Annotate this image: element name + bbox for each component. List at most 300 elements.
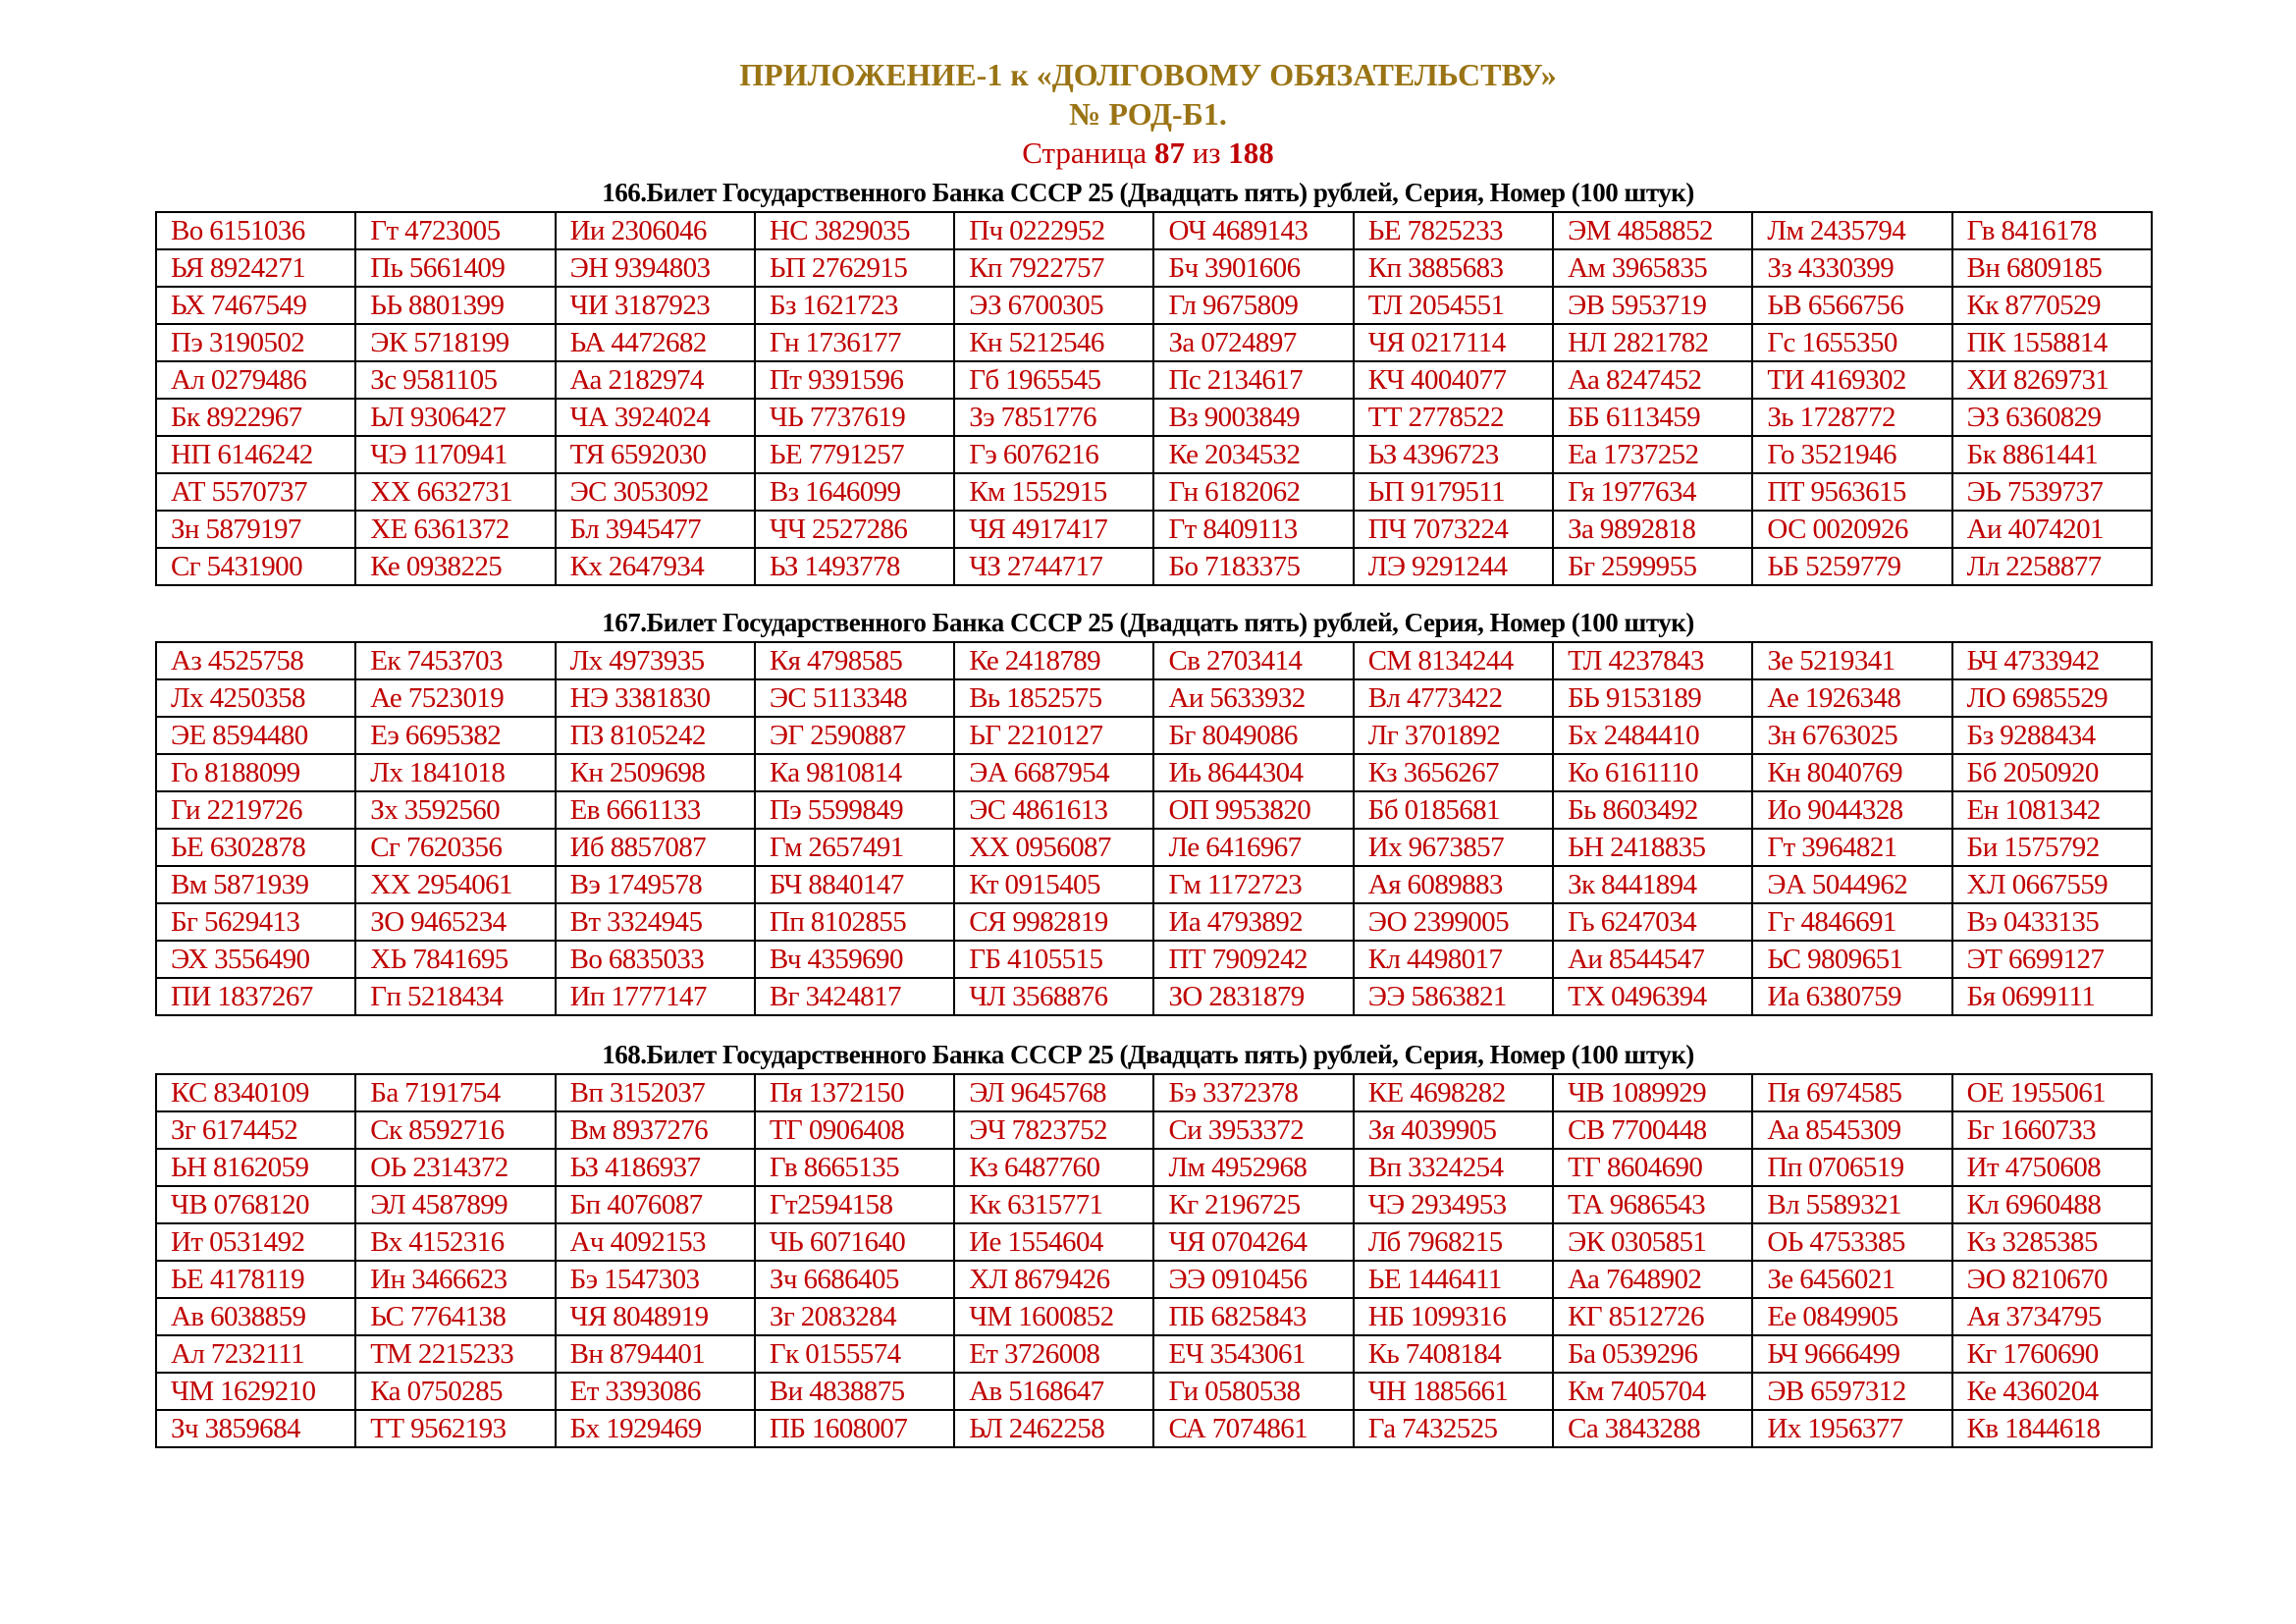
- bill-serial-cell: НЭ 3381830: [556, 679, 755, 717]
- bill-serial-cell: КГ 8512726: [1553, 1298, 1752, 1335]
- bill-table: [155, 641, 2153, 1016]
- bill-serial-cell: Зч 3859684: [156, 1410, 355, 1447]
- bill-serial-cell: За 9892818: [1553, 511, 1752, 548]
- bill-table: [155, 1073, 2153, 1448]
- bill-serial-cell: Гв 8416178: [1952, 212, 2152, 249]
- bill-table: [155, 211, 2153, 586]
- bill-serial-cell: Ка 9810814: [755, 754, 954, 791]
- bill-serial-cell: Ги 2219726: [156, 791, 355, 829]
- bill-serial-cell: Гб 1965545: [954, 361, 1153, 399]
- bill-serial-cell: ЭЕ 8594480: [156, 717, 355, 754]
- table-row: [156, 287, 2152, 324]
- bill-serial-cell: Бч 3901606: [1153, 249, 1353, 287]
- bill-serial-cell: ГБ 4105515: [954, 941, 1153, 978]
- bill-serial-cell: Аа 7648902: [1553, 1261, 1752, 1298]
- bill-serial-cell: Гг 4846691: [1752, 903, 1951, 941]
- bill-serial-cell: ЬЛ 2462258: [954, 1410, 1153, 1447]
- bill-serial-cell: ЭА 5044962: [1752, 866, 1951, 903]
- bill-serial-cell: Гв 8665135: [755, 1149, 954, 1186]
- table-row: [156, 1186, 2152, 1223]
- bill-serial-cell: Вл 4773422: [1354, 679, 1553, 717]
- table-row: [156, 1223, 2152, 1261]
- table-row: [156, 324, 2152, 361]
- bill-serial-cell: Гэ 6076216: [954, 436, 1153, 473]
- bill-serial-cell: КС 8340109: [156, 1074, 355, 1111]
- bill-serial-cell: ХЛ 0667559: [1952, 866, 2152, 903]
- bill-serial-cell: Бз 9288434: [1952, 717, 2152, 754]
- bill-serial-cell: ЬЕ 6302878: [156, 829, 355, 866]
- table-row: [156, 866, 2152, 903]
- bill-serial-cell: Их 9673857: [1354, 829, 1553, 866]
- bill-serial-cell: ЭЛ 4587899: [355, 1186, 555, 1223]
- bill-serial-cell: Зь 1728772: [1752, 399, 1951, 436]
- bill-serial-cell: Вг 3424817: [755, 978, 954, 1015]
- table-row: [156, 1111, 2152, 1149]
- bill-serial-cell: ТИ 4169302: [1752, 361, 1951, 399]
- document-number: № РОД-Б1.: [1069, 96, 1227, 132]
- bill-serial-cell: Их 1956377: [1752, 1410, 1951, 1447]
- bill-serial-cell: Св 2703414: [1153, 642, 1353, 679]
- table-row: [156, 1074, 2152, 1111]
- page-indicator: [0, 135, 2296, 171]
- bill-serial-cell: ЬЯ 8924271: [156, 249, 355, 287]
- section-caption: 166.Билет Государственного Банка СССР 25 (Двадцать пять) рублей, Серия, Номер (100 штук): [602, 178, 1694, 207]
- bill-serial-cell: ЧЧ 2527286: [755, 511, 954, 548]
- bill-serial-cell: ЬЗ 4186937: [556, 1149, 755, 1186]
- bill-serial-cell: Пс 2134617: [1153, 361, 1353, 399]
- bill-serial-cell: Бб 0185681: [1354, 791, 1553, 829]
- bill-serial-cell: ЧВ 1089929: [1553, 1074, 1752, 1111]
- bill-serial-cell: Бз 1621723: [755, 287, 954, 324]
- page-total: 188: [1228, 135, 1274, 170]
- bill-serial-cell: Ит 0531492: [156, 1223, 355, 1261]
- bill-serial-cell: ОП 9953820: [1153, 791, 1353, 829]
- bill-serial-cell: ЭА 6687954: [954, 754, 1153, 791]
- bill-serial-cell: ЭС 3053092: [556, 473, 755, 511]
- bill-serial-cell: Иб 8857087: [556, 829, 755, 866]
- bill-serial-cell: Кг 2196725: [1153, 1186, 1353, 1223]
- bill-serial-cell: Аи 4074201: [1952, 511, 2152, 548]
- page-current: 87: [1153, 135, 1185, 170]
- bill-serial-cell: Бб 2050920: [1952, 754, 2152, 791]
- bill-serial-cell: ПТ 9563615: [1752, 473, 1951, 511]
- bill-serial-cell: Лх 1841018: [355, 754, 555, 791]
- bill-serial-cell: Ая 6089883: [1354, 866, 1553, 903]
- bill-serial-cell: Гт2594158: [755, 1186, 954, 1223]
- bill-serial-cell: Зг 2083284: [755, 1298, 954, 1335]
- bill-serial-cell: СВ 7700448: [1553, 1111, 1752, 1149]
- bill-serial-cell: ЭЛ 9645768: [954, 1074, 1153, 1111]
- bill-serial-cell: Лх 4250358: [156, 679, 355, 717]
- bill-serial-cell: Бя 0699111: [1952, 978, 2152, 1015]
- bill-serial-cell: Ле 6416967: [1153, 829, 1353, 866]
- bill-serial-cell: ПК 1558814: [1952, 324, 2152, 361]
- bill-serial-cell: Ая 3734795: [1952, 1298, 2152, 1335]
- bill-serial-cell: Пя 6974585: [1752, 1074, 1951, 1111]
- bill-serial-cell: ЭК 0305851: [1553, 1223, 1752, 1261]
- bill-serial-cell: ЬЗ 4396723: [1354, 436, 1553, 473]
- bill-serial-cell: ОЬ 2314372: [355, 1149, 555, 1186]
- bill-serial-cell: ОЕ 1955061: [1952, 1074, 2152, 1111]
- bill-serial-cell: Ги 0580538: [1153, 1373, 1353, 1410]
- bill-serial-cell: Зк 8441894: [1553, 866, 1752, 903]
- bill-serial-cell: Ач 4092153: [556, 1223, 755, 1261]
- bill-serial-cell: ЬЕ 4178119: [156, 1261, 355, 1298]
- table-row: [156, 1373, 2152, 1410]
- bill-serial-cell: Ка 0750285: [355, 1373, 555, 1410]
- bill-serial-cell: ЭО 2399005: [1354, 903, 1553, 941]
- table-row: [156, 754, 2152, 791]
- bill-serial-cell: ТЛ 4237843: [1553, 642, 1752, 679]
- bill-serial-cell: Бг 1660733: [1952, 1111, 2152, 1149]
- bill-serial-cell: Гм 1172723: [1153, 866, 1353, 903]
- bill-serial-cell: Вч 4359690: [755, 941, 954, 978]
- bill-serial-cell: ЧН 1885661: [1354, 1373, 1553, 1410]
- table-row: [156, 1410, 2152, 1447]
- bill-serial-cell: Лм 4952968: [1153, 1149, 1353, 1186]
- bill-serial-cell: Ке 2418789: [954, 642, 1153, 679]
- bill-serial-cell: ТГ 8604690: [1553, 1149, 1752, 1186]
- bill-serial-cell: ЬХ 7467549: [156, 287, 355, 324]
- bill-serial-cell: Кн 5212546: [954, 324, 1153, 361]
- bill-serial-cell: ПБ 6825843: [1153, 1298, 1353, 1335]
- bill-serial-cell: ЬЕ 1446411: [1354, 1261, 1553, 1298]
- bill-serial-cell: ЭЭ 0910456: [1153, 1261, 1353, 1298]
- bill-serial-cell: ТТ 9562193: [355, 1410, 555, 1447]
- page-prefix: Страница: [1022, 135, 1154, 170]
- bill-serial-cell: Аа 8247452: [1553, 361, 1752, 399]
- bill-serial-cell: Ае 7523019: [355, 679, 555, 717]
- bill-serial-cell: ЭХ 3556490: [156, 941, 355, 978]
- bill-serial-cell: Кь 7408184: [1354, 1335, 1553, 1373]
- bill-serial-cell: ХХ 0956087: [954, 829, 1153, 866]
- bill-serial-cell: ЧЬ 6071640: [755, 1223, 954, 1261]
- bill-serial-cell: Вм 5871939: [156, 866, 355, 903]
- table-row: [156, 1149, 2152, 1186]
- bill-serial-cell: ЧЯ 4917417: [954, 511, 1153, 548]
- bill-serial-cell: Во 6151036: [156, 212, 355, 249]
- bill-serial-cell: Ко 6161110: [1553, 754, 1752, 791]
- bill-serial-cell: Бх 2484410: [1553, 717, 1752, 754]
- bill-serial-cell: Кз 3656267: [1354, 754, 1553, 791]
- bill-serial-cell: Вп 3152037: [556, 1074, 755, 1111]
- bill-serial-cell: ПЗ 8105242: [556, 717, 755, 754]
- bill-serial-cell: ТЛ 2054551: [1354, 287, 1553, 324]
- table-row: [156, 903, 2152, 941]
- bill-serial-cell: ЛЭ 9291244: [1354, 548, 1553, 585]
- table-row: [156, 978, 2152, 1015]
- bill-serial-cell: Ее 0849905: [1752, 1298, 1951, 1335]
- bill-serial-cell: Ио 9044328: [1752, 791, 1951, 829]
- bill-serial-cell: Зх 3592560: [355, 791, 555, 829]
- bill-serial-cell: ЧИ 3187923: [556, 287, 755, 324]
- table-row: [156, 212, 2152, 249]
- bill-serial-cell: АТ 5570737: [156, 473, 355, 511]
- bill-serial-cell: Зэ 7851776: [954, 399, 1153, 436]
- bill-serial-cell: ЭЬ 7539737: [1952, 473, 2152, 511]
- bill-serial-cell: ЧЬ 7737619: [755, 399, 954, 436]
- bill-serial-cell: НП 6146242: [156, 436, 355, 473]
- bill-serial-cell: Ке 2034532: [1153, 436, 1353, 473]
- bill-serial-cell: Ви 4838875: [755, 1373, 954, 1410]
- bill-serial-cell: Кк 6315771: [954, 1186, 1153, 1223]
- bill-serial-cell: ЬН 8162059: [156, 1149, 355, 1186]
- bill-serial-cell: Кз 3285385: [1952, 1223, 2152, 1261]
- table-row: [156, 642, 2152, 679]
- bill-serial-cell: Ев 6661133: [556, 791, 755, 829]
- bill-serial-cell: КЕ 4698282: [1354, 1074, 1553, 1111]
- bill-serial-cell: ЬЬ 8801399: [355, 287, 555, 324]
- bill-serial-cell: ХХ 2954061: [355, 866, 555, 903]
- table-row: [156, 829, 2152, 866]
- bill-serial-cell: Ба 0539296: [1553, 1335, 1752, 1373]
- bill-serial-cell: Гт 8409113: [1153, 511, 1353, 548]
- bill-serial-cell: Вл 5589321: [1752, 1186, 1951, 1223]
- bill-serial-cell: ЭЧ 7823752: [954, 1111, 1153, 1149]
- bill-serial-cell: Кт 0915405: [954, 866, 1153, 903]
- bill-serial-cell: ЭК 5718199: [355, 324, 555, 361]
- bill-serial-cell: ЧМ 1600852: [954, 1298, 1153, 1335]
- table-row: [156, 548, 2152, 585]
- bill-serial-cell: Вь 1852575: [954, 679, 1153, 717]
- bill-serial-cell: Ам 3965835: [1553, 249, 1752, 287]
- bill-serial-cell: Гь 6247034: [1553, 903, 1752, 941]
- table-row: [156, 1261, 2152, 1298]
- bill-serial-cell: Ал 0279486: [156, 361, 355, 399]
- bill-serial-cell: Пп 8102855: [755, 903, 954, 941]
- bill-serial-cell: ЗО 9465234: [355, 903, 555, 941]
- bill-serial-cell: Кн 2509698: [556, 754, 755, 791]
- bill-serial-cell: ЧА 3924024: [556, 399, 755, 436]
- bill-serial-cell: Иа 4793892: [1153, 903, 1353, 941]
- bill-serial-cell: ЬП 2762915: [755, 249, 954, 287]
- bill-serial-cell: Аи 5633932: [1153, 679, 1353, 717]
- bill-serial-cell: Ек 7453703: [355, 642, 555, 679]
- bill-serial-cell: ТА 9686543: [1553, 1186, 1752, 1223]
- bill-serial-cell: ЧЛ 3568876: [954, 978, 1153, 1015]
- bill-serial-cell: Ав 6038859: [156, 1298, 355, 1335]
- table-row: [156, 436, 2152, 473]
- bill-serial-cell: ЭГ 2590887: [755, 717, 954, 754]
- bill-serial-cell: ЬБ 5259779: [1752, 548, 1951, 585]
- table-row: [156, 249, 2152, 287]
- bill-serial-cell: Зз 4330399: [1752, 249, 1951, 287]
- bill-serial-cell: Ке 0938225: [355, 548, 555, 585]
- bill-serial-cell: Гк 0155574: [755, 1335, 954, 1373]
- bill-serial-cell: ОЧ 4689143: [1153, 212, 1353, 249]
- bill-serial-cell: Ет 3393086: [556, 1373, 755, 1410]
- bill-serial-cell: ЧЯ 0704264: [1153, 1223, 1353, 1261]
- bill-serial-cell: Аа 2182974: [556, 361, 755, 399]
- bill-serial-cell: БЧ 8840147: [755, 866, 954, 903]
- bill-serial-cell: Вз 9003849: [1153, 399, 1353, 436]
- bill-serial-cell: Зн 5879197: [156, 511, 355, 548]
- bill-serial-cell: ЬЧ 4733942: [1952, 642, 2152, 679]
- bill-serial-cell: Иь 8644304: [1153, 754, 1353, 791]
- bill-serial-cell: ПИ 1837267: [156, 978, 355, 1015]
- bill-serial-cell: ЧМ 1629210: [156, 1373, 355, 1410]
- bill-serial-cell: ХЕ 6361372: [355, 511, 555, 548]
- table-row: [156, 511, 2152, 548]
- bill-serial-cell: Вп 3324254: [1354, 1149, 1553, 1186]
- bill-serial-cell: ЭС 4861613: [954, 791, 1153, 829]
- bill-serial-cell: ТТ 2778522: [1354, 399, 1553, 436]
- bill-serial-cell: ЭЗ 6700305: [954, 287, 1153, 324]
- bill-serial-cell: Ие 1554604: [954, 1223, 1153, 1261]
- bill-serial-cell: Вэ 1749578: [556, 866, 755, 903]
- bill-serial-cell: Вэ 0433135: [1952, 903, 2152, 941]
- bill-serial-cell: ХЛ 8679426: [954, 1261, 1153, 1298]
- bill-serial-cell: НБ 1099316: [1354, 1298, 1553, 1335]
- bill-serial-cell: Кп 7922757: [954, 249, 1153, 287]
- bill-serial-cell: Зс 9581105: [355, 361, 555, 399]
- bill-serial-cell: Ен 1081342: [1952, 791, 2152, 829]
- bill-serial-cell: Вз 1646099: [755, 473, 954, 511]
- bill-serial-cell: ЭВ 5953719: [1553, 287, 1752, 324]
- table-row: [156, 717, 2152, 754]
- bill-serial-cell: ЬС 7764138: [355, 1298, 555, 1335]
- bill-serial-cell: Ав 5168647: [954, 1373, 1153, 1410]
- bill-serial-cell: Вх 4152316: [355, 1223, 555, 1261]
- bill-serial-cell: ЬН 2418835: [1553, 829, 1752, 866]
- bill-serial-cell: Гн 6182062: [1153, 473, 1353, 511]
- bill-serial-cell: Еэ 6695382: [355, 717, 555, 754]
- document-title: ПРИЛОЖЕНИЕ-1 к «ДОЛГОВОМУ ОБЯЗАТЕЛЬСТВУ»: [739, 57, 1557, 92]
- bill-serial-cell: СЯ 9982819: [954, 903, 1153, 941]
- bill-serial-cell: Бк 8861441: [1952, 436, 2152, 473]
- bill-serial-cell: Би 1575792: [1952, 829, 2152, 866]
- bill-serial-cell: Кк 8770529: [1952, 287, 2152, 324]
- bill-serial-cell: ЬГ 2210127: [954, 717, 1153, 754]
- bill-serial-cell: СА 7074861: [1153, 1410, 1353, 1447]
- bill-serial-cell: Км 7405704: [1553, 1373, 1752, 1410]
- bill-serial-cell: Зе 6456021: [1752, 1261, 1951, 1298]
- bill-serial-cell: ЭО 8210670: [1952, 1261, 2152, 1298]
- bill-serial-cell: Кг 1760690: [1952, 1335, 2152, 1373]
- bill-serial-cell: Бл 3945477: [556, 511, 755, 548]
- bill-serial-cell: Гн 1736177: [755, 324, 954, 361]
- bill-serial-cell: Кя 4798585: [755, 642, 954, 679]
- bill-serial-cell: Зч 6686405: [755, 1261, 954, 1298]
- bill-serial-cell: Кп 3885683: [1354, 249, 1553, 287]
- bill-serial-cell: Бк 8922967: [156, 399, 355, 436]
- bill-serial-cell: Ип 1777147: [556, 978, 755, 1015]
- bill-serial-cell: Кн 8040769: [1752, 754, 1951, 791]
- bill-serial-cell: Пч 0222952: [954, 212, 1153, 249]
- bill-serial-cell: ОС 0020926: [1752, 511, 1951, 548]
- bill-serial-cell: ЭЗ 6360829: [1952, 399, 2152, 436]
- bill-serial-cell: ХХ 6632731: [355, 473, 555, 511]
- bill-serial-cell: Во 6835033: [556, 941, 755, 978]
- bill-serial-cell: Гп 5218434: [355, 978, 555, 1015]
- bill-serial-cell: Зя 4039905: [1354, 1111, 1553, 1149]
- bill-serial-cell: ОЬ 4753385: [1752, 1223, 1951, 1261]
- bill-serial-cell: Ке 4360204: [1952, 1373, 2152, 1410]
- bill-serial-cell: БЬ 9153189: [1553, 679, 1752, 717]
- bill-serial-cell: ЭВ 6597312: [1752, 1373, 1951, 1410]
- bill-serial-cell: ЬП 9179511: [1354, 473, 1553, 511]
- bill-serial-cell: ТМ 2215233: [355, 1335, 555, 1373]
- table-row: [156, 679, 2152, 717]
- bill-serial-cell: СМ 8134244: [1354, 642, 1553, 679]
- bill-serial-cell: Зе 5219341: [1752, 642, 1951, 679]
- bill-serial-cell: ЗО 2831879: [1153, 978, 1353, 1015]
- table-row: [156, 473, 2152, 511]
- bill-serial-cell: Вн 8794401: [556, 1335, 755, 1373]
- bill-serial-cell: ЬЧ 9666499: [1752, 1335, 1951, 1373]
- bill-serial-cell: Бх 1929469: [556, 1410, 755, 1447]
- bill-serial-cell: ЬЕ 7791257: [755, 436, 954, 473]
- bill-serial-cell: ПБ 1608007: [755, 1410, 954, 1447]
- bill-serial-cell: Гт 4723005: [355, 212, 555, 249]
- bill-serial-cell: Го 8188099: [156, 754, 355, 791]
- bill-serial-cell: Вм 8937276: [556, 1111, 755, 1149]
- bill-serial-cell: Ии 2306046: [556, 212, 755, 249]
- bill-serial-cell: ХИ 8269731: [1952, 361, 2152, 399]
- bill-serial-cell: Вт 3324945: [556, 903, 755, 941]
- bill-serial-cell: Еа 1737252: [1553, 436, 1752, 473]
- bill-serial-cell: ТЯ 6592030: [556, 436, 755, 473]
- bill-serial-cell: Бг 5629413: [156, 903, 355, 941]
- bill-serial-cell: ЭН 9394803: [556, 249, 755, 287]
- table-row: [156, 941, 2152, 978]
- bill-serial-cell: Ае 1926348: [1752, 679, 1951, 717]
- bill-serial-cell: ЬЕ 7825233: [1354, 212, 1553, 249]
- bill-serial-cell: Км 1552915: [954, 473, 1153, 511]
- bill-serial-cell: Аи 8544547: [1553, 941, 1752, 978]
- bill-serial-cell: Кв 1844618: [1952, 1410, 2152, 1447]
- bill-serial-cell: Кх 2647934: [556, 548, 755, 585]
- bill-serial-cell: Го 3521946: [1752, 436, 1951, 473]
- bill-serial-cell: Зн 6763025: [1752, 717, 1951, 754]
- bill-serial-cell: Ет 3726008: [954, 1335, 1153, 1373]
- bill-serial-cell: ЬС 9809651: [1752, 941, 1951, 978]
- bill-serial-cell: Аз 4525758: [156, 642, 355, 679]
- bill-serial-cell: Пт 9391596: [755, 361, 954, 399]
- bill-serial-cell: ЭС 5113348: [755, 679, 954, 717]
- section-caption: 167.Билет Государственного Банка СССР 25 (Двадцать пять) рублей, Серия, Номер (100 штук): [602, 608, 1694, 637]
- bill-serial-cell: ПЧ 7073224: [1354, 511, 1553, 548]
- bill-serial-cell: Аа 8545309: [1752, 1111, 1951, 1149]
- bill-serial-cell: Пя 1372150: [755, 1074, 954, 1111]
- bill-serial-cell: Си 3953372: [1153, 1111, 1353, 1149]
- table-row: [156, 361, 2152, 399]
- bill-serial-cell: Гт 3964821: [1752, 829, 1951, 866]
- bill-serial-cell: ББ 6113459: [1553, 399, 1752, 436]
- bill-serial-cell: Ал 7232111: [156, 1335, 355, 1373]
- bill-serial-cell: Ит 4750608: [1952, 1149, 2152, 1186]
- bill-serial-cell: КЧ 4004077: [1354, 361, 1553, 399]
- bill-serial-cell: Ск 8592716: [355, 1111, 555, 1149]
- bill-serial-cell: Ба 7191754: [355, 1074, 555, 1111]
- bill-serial-cell: НС 3829035: [755, 212, 954, 249]
- bill-serial-cell: ЧЗ 2744717: [954, 548, 1153, 585]
- bill-serial-cell: Гя 1977634: [1553, 473, 1752, 511]
- bill-serial-cell: Ин 3466623: [355, 1261, 555, 1298]
- page-middle: из: [1184, 135, 1229, 170]
- bill-serial-cell: ЛО 6985529: [1952, 679, 2152, 717]
- table-row: [156, 1298, 2152, 1335]
- bill-serial-cell: Бь 8603492: [1553, 791, 1752, 829]
- bill-serial-cell: ТГ 0906408: [755, 1111, 954, 1149]
- bill-serial-cell: Лг 3701892: [1354, 717, 1553, 754]
- bill-serial-cell: ХЬ 7841695: [355, 941, 555, 978]
- bill-serial-cell: Гл 9675809: [1153, 287, 1353, 324]
- bill-serial-cell: Кз 6487760: [954, 1149, 1153, 1186]
- bill-serial-cell: Бо 7183375: [1153, 548, 1353, 585]
- bill-serial-cell: ТХ 0496394: [1553, 978, 1752, 1015]
- bill-serial-cell: ЭЭ 5863821: [1354, 978, 1553, 1015]
